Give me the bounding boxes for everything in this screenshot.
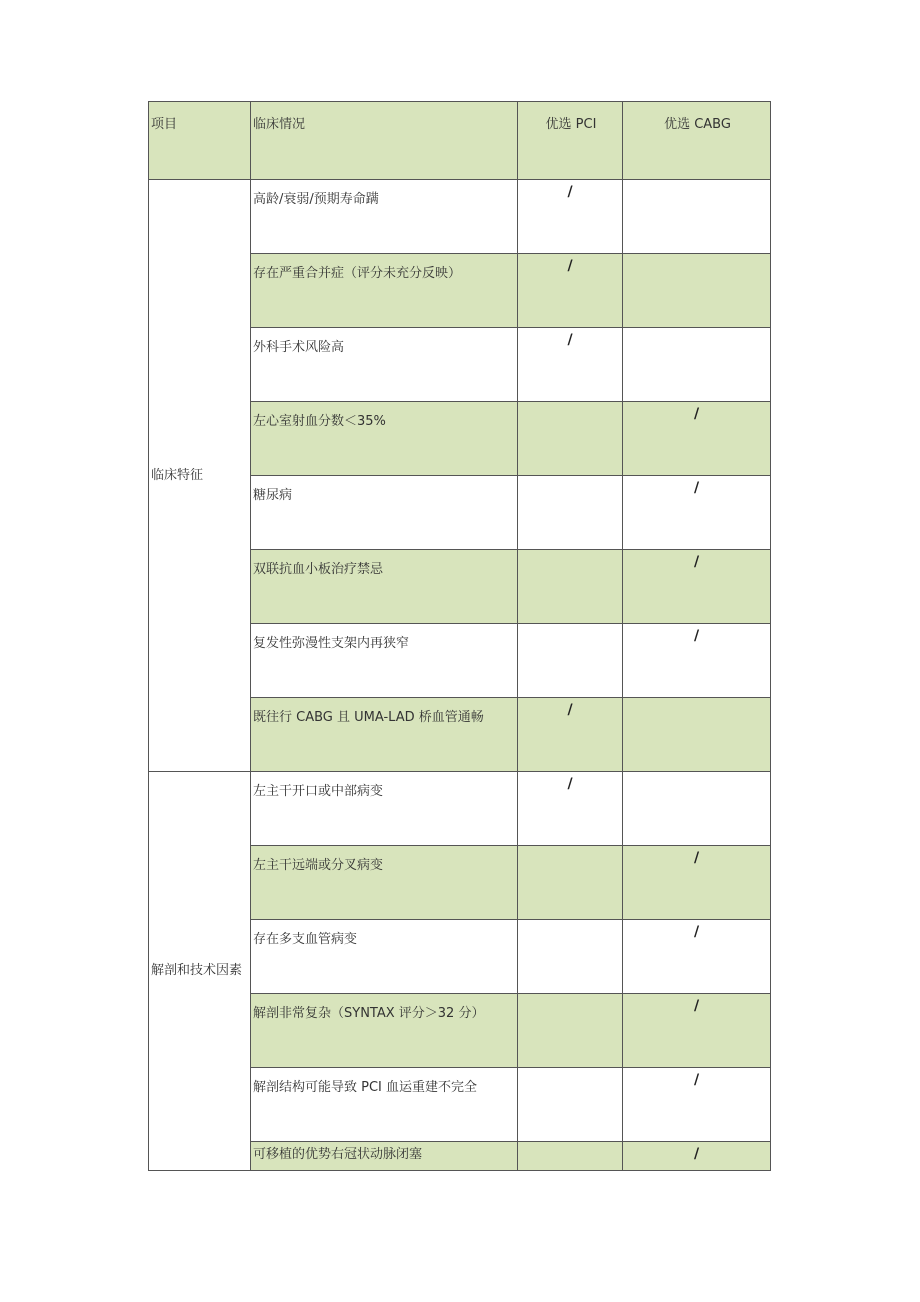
table-row	[149, 180, 771, 254]
situation-cell: 解剖结构可能导致 PCI 血运重建不完全	[251, 1068, 518, 1142]
pci-cell	[518, 1142, 623, 1171]
cabg-mark	[623, 254, 770, 258]
header-cabg: 优选 CABG	[623, 102, 771, 180]
cabg-mark: /	[693, 406, 700, 422]
pci-cell	[518, 1068, 623, 1142]
pci-cell	[518, 254, 623, 328]
situation-cell: 高龄/衰弱/预期寿命蹒	[251, 180, 518, 254]
header-item: 项目	[149, 102, 251, 180]
pci-cabg-comparison-table	[148, 101, 771, 1171]
cabg-mark: /	[693, 998, 700, 1014]
pci-cell	[518, 180, 623, 254]
pci-cell	[518, 698, 623, 772]
situation-cell: 左心室射血分数＜35%	[251, 402, 518, 476]
pci-cell	[518, 846, 623, 920]
pci-cell	[518, 328, 623, 402]
situation-cell: 左主干开口或中部病变	[251, 772, 518, 846]
cabg-mark: /	[693, 554, 700, 570]
pci-mark	[518, 402, 622, 406]
pci-mark	[518, 920, 622, 924]
cabg-mark: /	[693, 628, 700, 644]
situation-cell: 既往行 CABG 且 UMA-LAD 桥血管通畅	[251, 698, 518, 772]
situation-cell: 可移植的优势右冠状动脉闭塞	[251, 1142, 518, 1171]
pci-mark	[518, 1068, 622, 1072]
pci-cell	[518, 402, 623, 476]
situation-cell: 外科手术风险高	[251, 328, 518, 402]
header-situation: 临床情况	[251, 102, 518, 180]
cabg-cell	[623, 550, 771, 624]
cabg-cell	[623, 920, 771, 994]
pci-cell	[518, 994, 623, 1068]
pci-mark	[518, 550, 622, 554]
cabg-mark: /	[693, 480, 700, 496]
cabg-mark	[623, 180, 770, 184]
table-header-row	[149, 102, 771, 180]
cabg-cell	[623, 476, 771, 550]
cabg-cell	[623, 254, 771, 328]
pci-mark: /	[567, 258, 573, 274]
cabg-cell	[623, 624, 771, 698]
cabg-cell	[623, 772, 771, 846]
pci-mark	[518, 476, 622, 480]
cabg-mark: /	[693, 924, 700, 940]
pci-cell	[518, 624, 623, 698]
cabg-cell	[623, 402, 771, 476]
cabg-mark	[623, 698, 770, 702]
situation-cell: 存在多支血管病变	[251, 920, 518, 994]
situation-cell: 双联抗血小板治疗禁忌	[251, 550, 518, 624]
cabg-mark	[623, 772, 770, 776]
cabg-mark: /	[693, 1072, 700, 1088]
situation-cell: 复发性弥漫性支架内再狭窄	[251, 624, 518, 698]
header-pci: 优选 PCI	[518, 102, 623, 180]
table-row	[149, 772, 771, 846]
pci-mark	[518, 624, 622, 628]
cabg-cell	[623, 1142, 771, 1171]
cabg-cell	[623, 328, 771, 402]
pci-cell	[518, 920, 623, 994]
situation-cell: 糖尿病	[251, 476, 518, 550]
pci-mark	[518, 1142, 622, 1146]
cabg-cell	[623, 994, 771, 1068]
group-clinical-features: 临床特征	[149, 180, 251, 772]
cabg-mark	[623, 328, 770, 332]
pci-mark	[518, 846, 622, 850]
situation-cell: 左主干远端或分叉病变	[251, 846, 518, 920]
cabg-cell	[623, 180, 771, 254]
cabg-cell	[623, 846, 771, 920]
cabg-cell	[623, 1068, 771, 1142]
cabg-mark: /	[693, 1146, 700, 1162]
cabg-cell	[623, 698, 771, 772]
pci-mark: /	[567, 776, 573, 792]
cabg-mark: /	[693, 850, 700, 866]
pci-mark: /	[567, 184, 573, 200]
group-anatomy-technical: 解剖和技术因素	[149, 772, 251, 1171]
situation-cell: 解剖非常复杂（SYNTAX 评分＞32 分）	[251, 994, 518, 1068]
pci-cell	[518, 550, 623, 624]
pci-mark	[518, 994, 622, 998]
pci-mark: /	[567, 702, 573, 718]
pci-cell	[518, 772, 623, 846]
situation-cell: 存在严重合并症（评分未充分反映）	[251, 254, 518, 328]
pci-mark: /	[567, 332, 573, 348]
pci-cell	[518, 476, 623, 550]
